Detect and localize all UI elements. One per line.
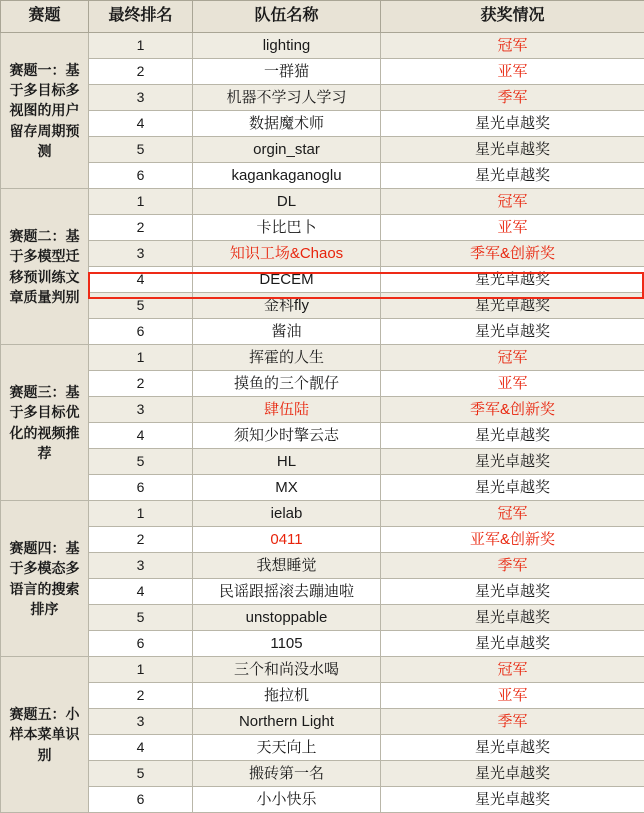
rank-cell: 5 (89, 449, 193, 475)
team-name-cell: 民谣跟摇滚去蹦迪啦 (193, 579, 381, 605)
rank-cell: 5 (89, 137, 193, 163)
column-header-award: 获奖情况 (381, 1, 644, 33)
rank-cell: 6 (89, 163, 193, 189)
table-row (1, 579, 644, 605)
rank-cell: 5 (89, 761, 193, 787)
award-cell: 亚军 (381, 683, 644, 709)
team-name-cell: MX (193, 475, 381, 501)
team-name-cell: 我想睡觉 (193, 553, 381, 579)
table-row (1, 657, 644, 683)
header-row (1, 1, 644, 33)
rank-cell: 3 (89, 85, 193, 111)
award-cell: 星光卓越奖 (381, 475, 644, 501)
table-row (1, 319, 644, 345)
award-cell: 冠军 (381, 33, 644, 59)
rank-cell: 4 (89, 111, 193, 137)
team-name-cell: kagankaganoglu (193, 163, 381, 189)
rank-cell: 1 (89, 501, 193, 527)
award-cell: 星光卓越奖 (381, 267, 644, 293)
rank-cell: 6 (89, 787, 193, 813)
team-name-cell: 1105 (193, 631, 381, 657)
team-name-cell: 机器不学习人学习 (193, 85, 381, 111)
team-name-cell: 数据魔术师 (193, 111, 381, 137)
team-name-cell: DECEM (193, 267, 381, 293)
award-cell: 季军&创新奖 (381, 241, 644, 267)
table-row (1, 605, 644, 631)
table-row (1, 501, 644, 527)
rank-cell: 4 (89, 267, 193, 293)
award-cell: 冠军 (381, 501, 644, 527)
table-row (1, 527, 644, 553)
rank-cell: 3 (89, 709, 193, 735)
column-header-team: 队伍名称 (193, 1, 381, 33)
table-row (1, 631, 644, 657)
award-cell: 星光卓越奖 (381, 111, 644, 137)
column-header-rank: 最终排名 (89, 1, 193, 33)
rank-cell: 1 (89, 657, 193, 683)
table-row (1, 683, 644, 709)
award-cell: 星光卓越奖 (381, 735, 644, 761)
award-cell: 亚军 (381, 371, 644, 397)
table-row (1, 553, 644, 579)
team-name-cell: Northern Light (193, 709, 381, 735)
table-row (1, 215, 644, 241)
table-row (1, 761, 644, 787)
rank-cell: 5 (89, 605, 193, 631)
award-cell: 冠军 (381, 345, 644, 371)
award-cell: 星光卓越奖 (381, 137, 644, 163)
team-name-cell: 须知少时擎云志 (193, 423, 381, 449)
award-cell: 季军 (381, 709, 644, 735)
award-cell: 亚军&创新奖 (381, 527, 644, 553)
rank-cell: 4 (89, 423, 193, 449)
table-row (1, 423, 644, 449)
rank-cell: 2 (89, 371, 193, 397)
rank-cell: 3 (89, 397, 193, 423)
team-name-cell: 搬砖第一名 (193, 761, 381, 787)
award-cell: 星光卓越奖 (381, 579, 644, 605)
team-name-cell: 卡比巴卜 (193, 215, 381, 241)
rank-cell: 2 (89, 59, 193, 85)
team-name-cell: 拖拉机 (193, 683, 381, 709)
table-row (1, 241, 644, 267)
award-cell: 星光卓越奖 (381, 423, 644, 449)
table-row (1, 111, 644, 137)
table-row (1, 189, 644, 215)
team-name-cell: 摸鱼的三个靓仔 (193, 371, 381, 397)
team-name-cell: 挥霍的人生 (193, 345, 381, 371)
topic-cell: 赛题一：基于多目标多视图的用户留存周期预测 (1, 33, 89, 189)
table-row (1, 163, 644, 189)
rank-cell: 6 (89, 631, 193, 657)
rank-cell: 3 (89, 241, 193, 267)
team-name-cell: unstoppable (193, 605, 381, 631)
rank-cell: 1 (89, 189, 193, 215)
rank-cell: 3 (89, 553, 193, 579)
team-name-cell: 肆伍陆 (193, 397, 381, 423)
rank-cell: 1 (89, 33, 193, 59)
award-cell: 季军&创新奖 (381, 397, 644, 423)
table-row (1, 735, 644, 761)
team-name-cell: 0411 (193, 527, 381, 553)
team-name-cell: 金科fly (193, 293, 381, 319)
table-row (1, 137, 644, 163)
team-name-cell: 一群猫 (193, 59, 381, 85)
column-header-topic: 赛题 (1, 1, 89, 33)
topic-cell: 赛题五：小样本菜单识别 (1, 657, 89, 813)
topic-cell: 赛题二：基于多模型迁移预训练文章质量判别 (1, 189, 89, 345)
table-row (1, 709, 644, 735)
award-cell: 季军 (381, 553, 644, 579)
table-row (1, 371, 644, 397)
rank-cell: 1 (89, 345, 193, 371)
table-row (1, 267, 644, 293)
award-cell: 星光卓越奖 (381, 163, 644, 189)
team-name-cell: 天天向上 (193, 735, 381, 761)
table-row (1, 33, 644, 59)
team-name-cell: 小小快乐 (193, 787, 381, 813)
table-row (1, 59, 644, 85)
team-name-cell: 知识工场&Chaos (193, 241, 381, 267)
award-cell: 星光卓越奖 (381, 631, 644, 657)
award-cell: 星光卓越奖 (381, 787, 644, 813)
table-row (1, 449, 644, 475)
team-name-cell: DL (193, 189, 381, 215)
rank-cell: 2 (89, 215, 193, 241)
award-cell: 亚军 (381, 59, 644, 85)
award-cell: 星光卓越奖 (381, 761, 644, 787)
topic-cell: 赛题四：基于多模态多语言的搜索排序 (1, 501, 89, 657)
team-name-cell: ielab (193, 501, 381, 527)
table-row (1, 345, 644, 371)
rank-cell: 2 (89, 527, 193, 553)
rank-cell: 4 (89, 735, 193, 761)
rank-cell: 6 (89, 475, 193, 501)
rank-cell: 6 (89, 319, 193, 345)
table-row (1, 85, 644, 111)
topic-cell: 赛题三：基于多目标优化的视频推荐 (1, 345, 89, 501)
award-cell: 星光卓越奖 (381, 319, 644, 345)
team-name-cell: 三个和尚没水喝 (193, 657, 381, 683)
rank-cell: 4 (89, 579, 193, 605)
rank-cell: 5 (89, 293, 193, 319)
award-cell: 星光卓越奖 (381, 293, 644, 319)
team-name-cell: 酱油 (193, 319, 381, 345)
award-cell: 星光卓越奖 (381, 605, 644, 631)
award-cell: 冠军 (381, 189, 644, 215)
table-row (1, 397, 644, 423)
award-cell: 冠军 (381, 657, 644, 683)
rank-cell: 2 (89, 683, 193, 709)
table-header (1, 1, 644, 33)
team-name-cell: HL (193, 449, 381, 475)
award-cell: 亚军 (381, 215, 644, 241)
table-row (1, 787, 644, 813)
table-row (1, 293, 644, 319)
award-cell: 季军 (381, 85, 644, 111)
team-name-cell: orgin_star (193, 137, 381, 163)
award-cell: 星光卓越奖 (381, 449, 644, 475)
team-name-cell: lighting (193, 33, 381, 59)
table-row (1, 475, 644, 501)
table-body (1, 33, 644, 813)
